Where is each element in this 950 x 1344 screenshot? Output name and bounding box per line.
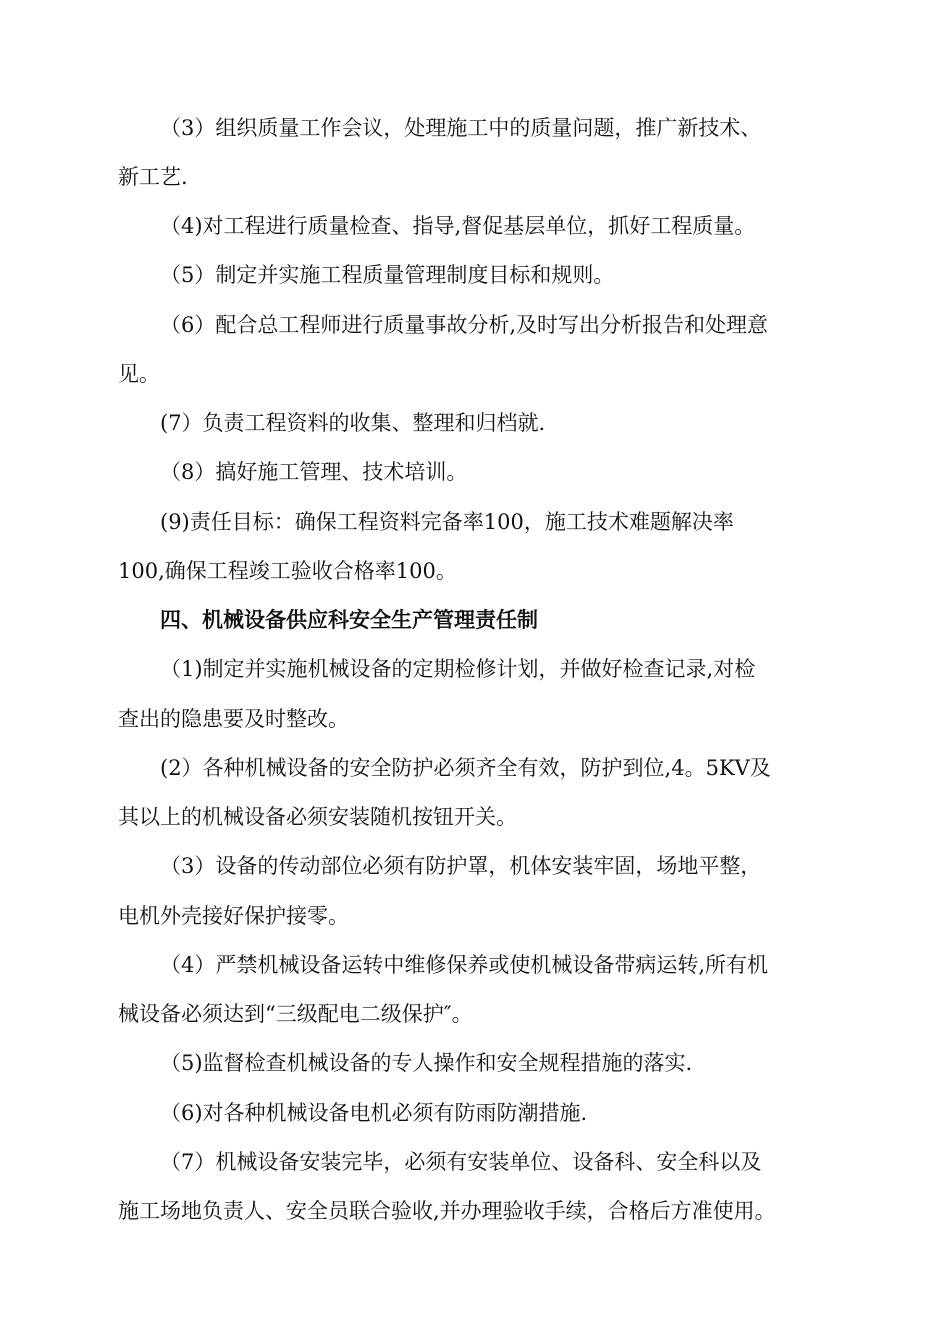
item-2-line-2: 其以上的机械设备必须安装随机按钮开关。: [118, 805, 517, 829]
paragraph-9-line-2: 100,确保工程竣工验收合格率100。: [118, 559, 457, 583]
paragraph-8: （8）搞好施工管理、技术培训。: [160, 460, 468, 484]
paragraph-7: (7）负责工程资料的收集、整理和归档就.: [160, 411, 546, 435]
item-7-line-1: （7）机械设备安装完毕，必须有安装单位、设备科、安全科以及: [160, 1150, 762, 1174]
paragraph-9-line-1: (9)责任目标：确保工程资料完备率100，施工技术难题解决率: [160, 510, 734, 534]
paragraph-3-line-2: 新工艺.: [118, 165, 188, 189]
paragraph-6-line-2: 见。: [118, 362, 160, 386]
item-2-line-1: (2）各种机械设备的安全防护必须齐全有效，防护到位,4。5KV及: [160, 756, 771, 780]
item-1-line-2: 查出的隐患要及时整改。: [118, 707, 349, 731]
item-4-line-1: （4）严禁机械设备运转中维修保养或使机械设备带病运转,所有机: [160, 953, 769, 977]
paragraph-4: （4)对工程进行质量检查、指导,督促基层单位，抓好工程质量。: [160, 214, 756, 238]
section-heading: 四、机械设备供应科安全生产管理责任制: [160, 608, 538, 632]
paragraph-3-line-1: （3）组织质量工作会议，处理施工中的质量问题，推广新技术、: [160, 116, 762, 140]
paragraph-5: （5）制定并实施工程质量管理制度目标和规则。: [160, 263, 615, 287]
item-3-line-2: 电机外壳接好保护接零。: [118, 904, 349, 928]
item-1-line-1: （1)制定并实施机械设备的定期检修计划，并做好检查记录,对检: [160, 657, 756, 681]
item-6: （6)对各种机械设备电机必须有防雨防潮措施.: [160, 1101, 588, 1125]
item-3-line-1: （3）设备的传动部位必须有防护罩，机体安装牢固，场地平整，: [160, 854, 762, 878]
item-4-line-2: 械设备必须达到“三级配电二级保护″。: [118, 1002, 473, 1026]
item-5: （5)监督检查机械设备的专人操作和安全规程措施的落实.: [160, 1051, 693, 1075]
item-7-line-2: 施工场地负责人、安全员联合验收,并办理验收手续，合格后方准使用。: [118, 1199, 776, 1223]
paragraph-6-line-1: （6）配合总工程师进行质量事故分析,及时写出分析报告和处理意: [160, 313, 769, 337]
